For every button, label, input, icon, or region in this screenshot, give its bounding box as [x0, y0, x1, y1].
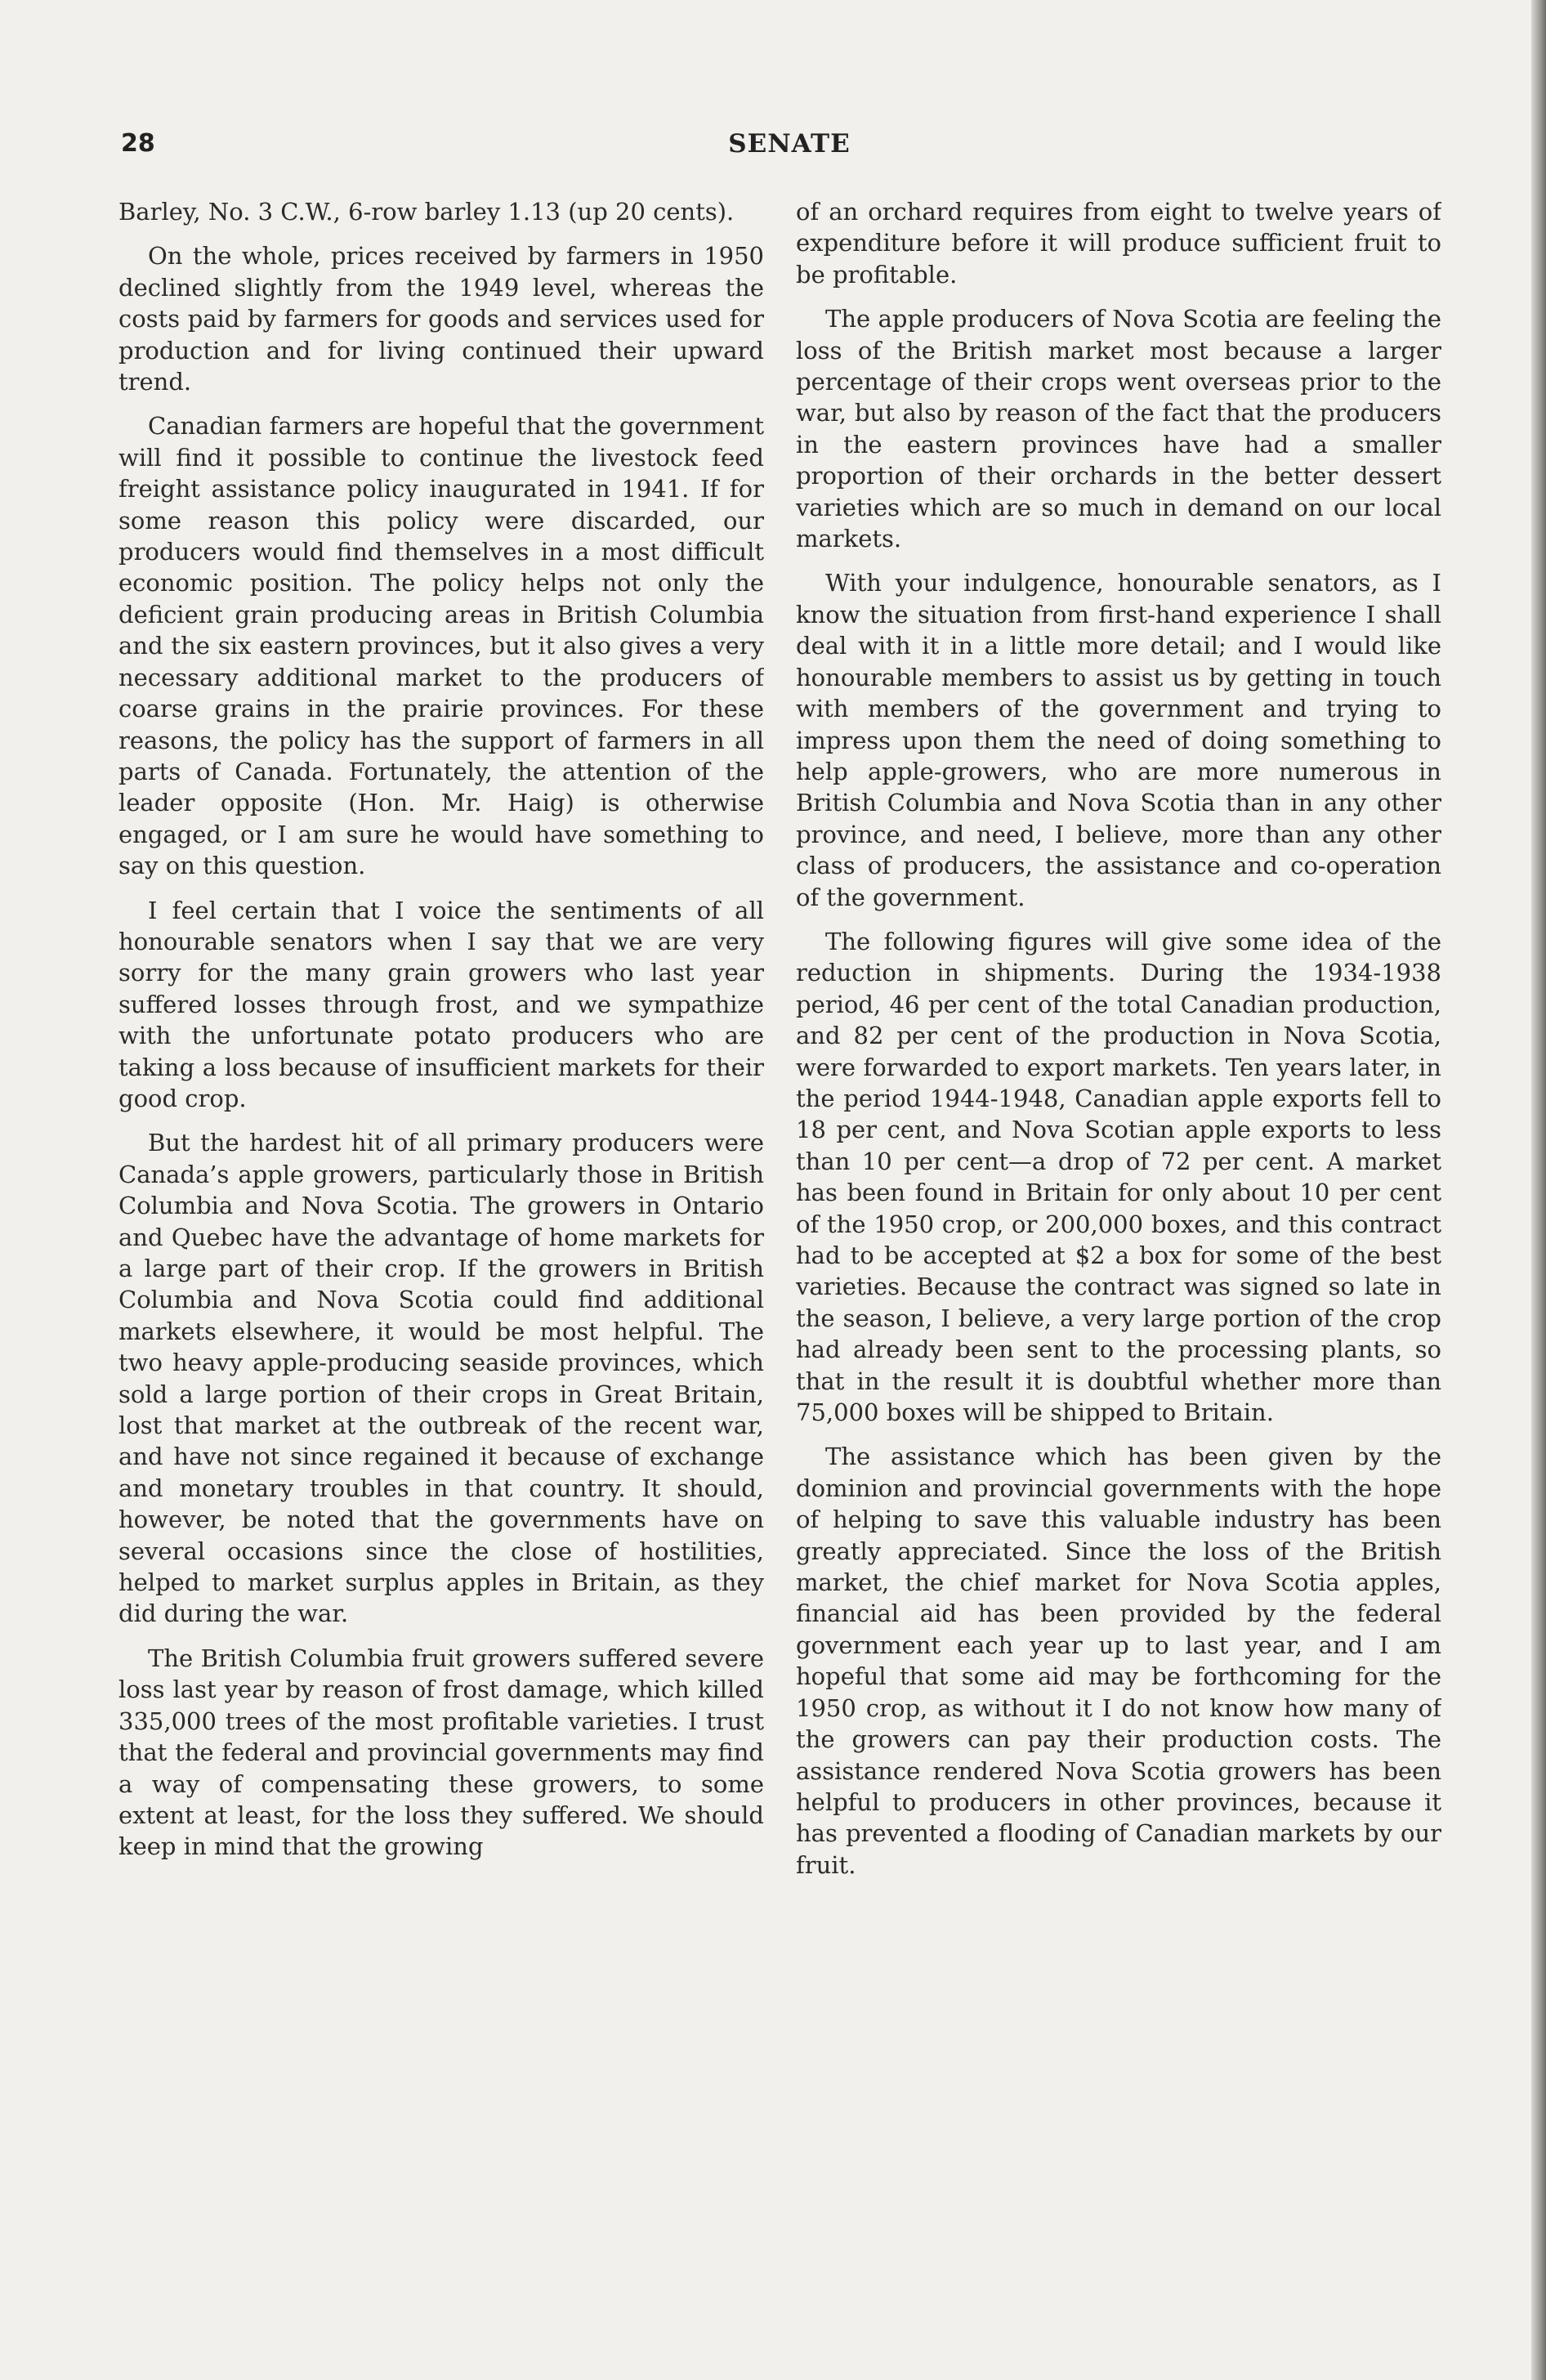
paragraph: The apple producers of Nova Scotia are feeling the loss of the British market most because a larger percentage of their crops went overseas prior to the war, but also by reason of the fact that the producers in the eastern provinces have had a smaller proportion of their orchards in the better dessert varieties which are so much in demand on our local markets.: [796, 305, 1441, 553]
paragraph: With your indulgence, honourable senators, as I know the situation from first-hand experience I shall deal with it in a little more detail; and I would like honourable members to assist us by getting in touch with members of the government and trying to impress upon them the need of doing something to help apple-growers, who are more numerous in British Columbia and Nova Scotia than in any other province, and need, I believe, more than any other class of producers, the assistance and co-operation of the government.: [796, 569, 1441, 911]
page-edge-shadow: [1531, 0, 1546, 2380]
running-head: SENATE: [728, 129, 851, 159]
paragraph: I feel certain that I voice the sentiments of all honourable senators when I say that we are very sorry for the many grain growers who last year suffered losses through frost, and we sympathize with the unfortunate potato producers who are taking a loss because of insufficient markets for their good crop.: [118, 896, 764, 1112]
left-column: [118, 196, 764, 2174]
paragraph: The assistance which has been given by the dominion and provincial governments with the hope of helping to save this valuable industry has been greatly appreciated. Since the loss of the British market, the chief market for Nova Scotia apples, financial aid has been provided by the federal government each year up to last year, and I am hopeful that some aid may be forthcoming for the 1950 crop, as without it I do not know how many of the growers can pay their production costs. The assistance rendered Nova Scotia growers has been helpful to producers in other provinces, because it has prevented a flooding of Canadian markets by our fruit.: [796, 1443, 1441, 1879]
paragraph: On the whole, prices received by farmers in 1950 declined slightly from the 1949 level, whereas the costs paid by farmers for goods and services used for production and for living continued their upward trend.: [118, 242, 764, 396]
paragraph: Canadian farmers are hopeful that the government will find it possible to continue the livestock feed freight assistance policy inaugurated in 1941. If for some reason this policy were discarded, our producers would find themselves in a most difficult economic position. The policy helps not only the deficient grain producing areas in British Columbia and the six eastern provinces, but it also gives a very necessary additional market to the producers of coarse grains in the prairie provinces. For these reasons, the policy has the support of farmers in all parts of Canada. Fortunately, the attention of the leader opposite (Hon. Mr. Haig) is otherwise engaged, or I am sure he would have something to say on this question.: [118, 412, 764, 880]
page-header: [121, 129, 1458, 170]
paragraph: The following figures will give some idea of the reduction in shipments. During the 1934-1938 period, 46 per cent of the total Canadian production, and 82 per cent of the production in Nova Scotia, were forwarded to export markets. Ten years later, in the period 1944-1948, Canadian apple exports fell to 18 per cent, and Nova Scotian apple exports to less than 10 per cent—a drop of 72 per cent. A market has been found in Britain for only about 10 per cent of the 1950 crop, or 200,000 boxes, and this contract had to be accepted at $2 a box for some of the best varieties. Because the contract was signed so late in the season, I believe, a very large portion of the crop had already been sent to the processing plants, so that in the result it is doubtful whether more than 75,000 boxes will be shipped to Britain.: [796, 927, 1441, 1427]
page-number: 28: [121, 129, 155, 158]
paragraph: of an orchard requires from eight to twelve years of expenditure before it will produce sufficient fruit to be profitable.: [796, 198, 1441, 289]
paragraph: Barley, No. 3 C.W., 6-row barley 1.13 (up 20 cents).: [118, 198, 735, 226]
right-column: [796, 196, 1441, 2174]
paragraph: But the hardest hit of all primary producers were Canada’s apple growers, particularly those in British Columbia and Nova Scotia. The growers in Ontario and Quebec have the advantage of home markets for a large part of their crop. If the growers in British Columbia and Nova Scotia could find additional markets elsewhere, it would be most helpful. The two heavy apple-producing seaside provinces, which sold a large portion of their crops in Great Britain, lost that market at the outbreak of the recent war, and have not since regained it because of exchange and monetary troubles in that country. It should, however, be noted that the governments have on several occasions since the close of hostilities, helped to market surplus apples in Britain, as they did during the war.: [118, 1129, 764, 1628]
paragraph: The British Columbia fruit growers suffered severe loss last year by reason of frost damage, which killed 335,000 trees of the most profitable varieties. I trust that the federal and provincial governments may find a way of compensating these growers, to some extent at least, for the loss they suffered. We should keep in mind that the growing: [118, 1644, 764, 1861]
